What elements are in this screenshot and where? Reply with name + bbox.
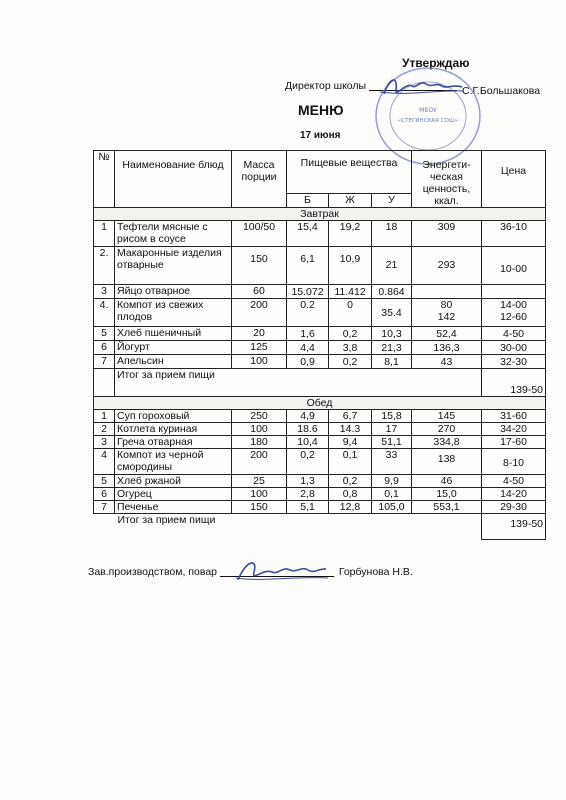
row-zh: 0,2 <box>329 355 372 369</box>
row-u: 21 <box>372 247 412 285</box>
row-name: Йогурт <box>115 341 232 355</box>
row-num: 1 <box>94 221 115 247</box>
row-b: 15,4 <box>287 221 329 247</box>
row-kcal <box>412 299 482 327</box>
row-name: Компот из свежих плодов <box>115 299 232 327</box>
row-mass: 60 <box>232 285 287 299</box>
row-num: 3 <box>94 285 115 299</box>
row-b: 4,9 <box>287 410 329 423</box>
row-num: 1 <box>94 410 115 423</box>
row-u: 21,3 <box>372 341 412 355</box>
row-kcal: 138 <box>412 449 482 475</box>
row-b: 0,9 <box>287 355 329 369</box>
table-row <box>94 285 546 299</box>
row-kcal-value: 142 <box>437 311 456 323</box>
table-row <box>94 449 546 475</box>
row-u: 17 <box>372 423 412 436</box>
row-num: 7 <box>94 355 115 369</box>
row-zh: 0,8 <box>329 488 372 501</box>
svg-text:МБОУ: МБОУ <box>419 107 437 114</box>
row-mass: 100 <box>232 423 287 436</box>
row-b: 10,4 <box>287 436 329 449</box>
total-value: 139-50 <box>482 369 546 397</box>
approve-heading: Утверждаю <box>402 56 470 70</box>
row-name: Огурец <box>115 488 232 501</box>
row-num: 7 <box>94 501 115 514</box>
row-kcal: 52,4 <box>412 327 482 341</box>
total-row <box>94 514 546 540</box>
row-mass: 250 <box>232 410 287 423</box>
row-name: Хлеб ржаной <box>115 475 232 488</box>
row-zh: 14.3 <box>329 423 372 436</box>
row-mass: 125 <box>232 341 287 355</box>
total-value: 139-50 <box>482 514 546 540</box>
table-row <box>94 355 546 369</box>
row-zh: 11.412 <box>329 285 372 299</box>
row-price: 29-30 <box>482 501 546 514</box>
table-row <box>94 341 546 355</box>
row-b: 1,6 <box>287 327 329 341</box>
table-row <box>94 410 546 423</box>
row-b: 6,1 <box>287 247 329 285</box>
row-kcal: 46 <box>412 475 482 488</box>
row-kcal: 309 <box>412 221 482 247</box>
row-num: 6 <box>94 341 115 355</box>
row-kcal <box>412 285 482 299</box>
row-mass: 150 <box>232 501 287 514</box>
row-mass: 150 <box>232 247 287 285</box>
row-price: 30-00 <box>482 341 546 355</box>
row-name: Компот из черной смородины <box>115 449 232 475</box>
row-num: 4. <box>94 299 115 327</box>
row-kcal: 293 <box>412 247 482 285</box>
row-mass: 180 <box>232 436 287 449</box>
row-num: 5 <box>94 327 115 341</box>
row-zh: 0,1 <box>329 449 372 475</box>
row-kcal: 136,3 <box>412 341 482 355</box>
row-b: 2,8 <box>287 488 329 501</box>
table-row <box>94 221 546 247</box>
row-name: Суп гороховый <box>115 410 232 423</box>
total-empty <box>94 369 115 397</box>
row-num: 5 <box>94 475 115 488</box>
total-label: Итог за прием пищи <box>115 369 482 397</box>
director-signature <box>376 72 466 102</box>
row-price <box>482 285 546 299</box>
row-name: Печенье <box>115 501 232 514</box>
row-u: 35.4 <box>372 299 412 327</box>
row-mass: 100 <box>232 488 287 501</box>
header-energy: Энергети-ческая ценность, ккал. <box>412 151 482 208</box>
table-row <box>94 247 546 285</box>
row-zh: 9,4 <box>329 436 372 449</box>
row-b: 15.072 <box>287 285 329 299</box>
row-name: Тефтели мясные с рисом в соусе <box>115 221 232 247</box>
row-u: 15,8 <box>372 410 412 423</box>
row-b: 18.6 <box>287 423 329 436</box>
director-label: Директор школы <box>285 80 367 92</box>
row-num: 4 <box>94 449 115 475</box>
row-name: Макаронные изделия отварные <box>115 247 232 285</box>
cook-signature <box>234 556 330 586</box>
director-name: С.Г.Большакова <box>462 85 541 97</box>
row-price: 10-00 <box>482 247 546 285</box>
page-title: МЕНЮ <box>298 102 344 118</box>
row-u: 33 <box>372 449 412 475</box>
row-num: 2 <box>94 423 115 436</box>
row-num: 6 <box>94 488 115 501</box>
row-name: Яйцо отварное <box>115 285 232 299</box>
menu-table <box>93 150 546 540</box>
row-u: 51,1 <box>372 436 412 449</box>
row-b: 5,1 <box>287 501 329 514</box>
row-kcal: 15,0 <box>412 488 482 501</box>
header-u: У <box>372 193 412 207</box>
row-price: 4-50 <box>482 327 546 341</box>
row-price <box>482 299 546 327</box>
row-mass: 100/50 <box>232 221 287 247</box>
row-name: Греча отварная <box>115 436 232 449</box>
row-name: Апельсин <box>115 355 232 369</box>
menu-date: 17 июня <box>300 130 341 141</box>
row-zh: 0,2 <box>329 327 372 341</box>
row-mass: 25 <box>232 475 287 488</box>
header-num: № <box>94 151 115 208</box>
row-name: Хлеб пшеничный <box>115 327 232 341</box>
table-row <box>94 488 546 501</box>
row-price: 31-60 <box>482 410 546 423</box>
row-u: 0,1 <box>372 488 412 501</box>
table-row <box>94 436 546 449</box>
row-u: 10,3 <box>372 327 412 341</box>
row-kcal: 43 <box>412 355 482 369</box>
row-zh: 10,9 <box>329 247 372 285</box>
header-price: Цена <box>482 151 546 208</box>
row-price: 36-10 <box>482 221 546 247</box>
total-row <box>94 369 546 397</box>
row-zh: 6,7 <box>329 410 372 423</box>
row-mass: 100 <box>232 355 287 369</box>
row-u: 0.864 <box>372 285 412 299</box>
row-u: 8,1 <box>372 355 412 369</box>
row-price: 4-50 <box>482 475 546 488</box>
row-mass: 200 <box>232 299 287 327</box>
row-u: 9,9 <box>372 475 412 488</box>
table-row <box>94 299 546 327</box>
row-kcal-extra: 80 <box>440 299 453 311</box>
section-lunch: Обед <box>94 397 546 410</box>
row-zh: 12,8 <box>329 501 372 514</box>
table-row <box>94 501 546 514</box>
header-zh: Ж <box>329 193 372 207</box>
header-nutrients: Пищевые вещества <box>287 151 412 194</box>
row-zh: 19,2 <box>329 221 372 247</box>
row-b: 0,2 <box>287 449 329 475</box>
row-price: 17-60 <box>482 436 546 449</box>
row-price: 34-20 <box>482 423 546 436</box>
row-num: 3 <box>94 436 115 449</box>
row-u: 18 <box>372 221 412 247</box>
row-name: Котлета куриная <box>115 423 232 436</box>
row-zh: 0 <box>329 299 372 327</box>
row-num: 2. <box>94 247 115 285</box>
footer-name: Горбунова Н.В. <box>338 566 413 578</box>
row-mass: 200 <box>232 449 287 475</box>
row-price: 32-30 <box>482 355 546 369</box>
row-kcal: 270 <box>412 423 482 436</box>
row-price-value: 12-60 <box>500 311 527 323</box>
row-mass: 20 <box>232 327 287 341</box>
row-b: 1,3 <box>287 475 329 488</box>
header-mass: Масса порции <box>232 151 287 208</box>
table-row <box>94 327 546 341</box>
row-kcal: 334,8 <box>412 436 482 449</box>
row-kcal: 145 <box>412 410 482 423</box>
row-u: 105,0 <box>372 501 412 514</box>
row-price: 8-10 <box>482 449 546 475</box>
table-row <box>94 475 546 488</box>
row-zh: 0,2 <box>329 475 372 488</box>
table-row <box>94 423 546 436</box>
row-b: 4,4 <box>287 341 329 355</box>
header-b: Б <box>287 193 329 207</box>
total-label: Итог за прием пищи <box>94 514 482 540</box>
section-breakfast: Завтрак <box>94 208 546 221</box>
row-b: 0.2 <box>287 299 329 327</box>
row-kcal: 553,1 <box>412 501 482 514</box>
footer-label: Зав.производством, повар <box>88 566 217 578</box>
header-name: Наименование блюд <box>115 151 232 208</box>
row-price: 14-20 <box>482 488 546 501</box>
row-price-extra: 14-00 <box>500 299 527 311</box>
row-zh: 3,8 <box>329 341 372 355</box>
svg-text:«СТЕГИНСКАЯ СОШ»: «СТЕГИНСКАЯ СОШ» <box>397 118 459 124</box>
